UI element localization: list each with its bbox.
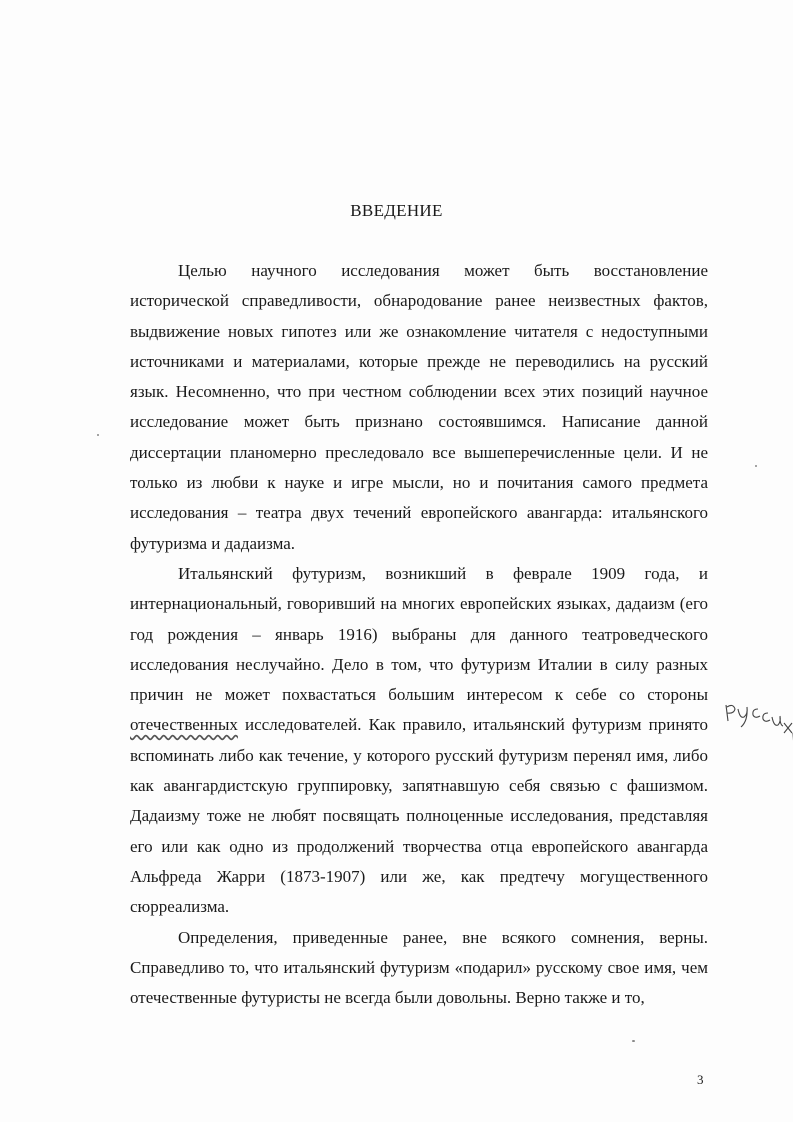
paragraph-2 bbox=[130, 559, 708, 923]
body-text bbox=[130, 256, 708, 1013]
paragraph-1: Целью научного исследования может быть восстановление исторической справедливости, обнародование ранее неизвестных фактов, выдвижение новых гипотез или же ознакомление читателя с недоступными источниками и материалами, которые прежде не переводились на русский язык. Несомненно, что при честном соблюдении всех этих позиций научное исследование может быть признано состоявшимся. Написание данной диссертации планомерно преследовало все вышеперечисленные цели. И не только из любви к науке и игре мысли, но и почитания самого предмета исследования – театра двух течений европейского авангарда: итальянского футуризма и дадаизма. bbox=[130, 261, 708, 553]
scan-speck bbox=[755, 465, 757, 467]
paragraph-2-part-1: Итальянский футуризм, возникший в феврале 1909 года, и интернациональный, говоривший на многих европейских языках, дадаизм (его год рождения – январь 1916) выбраны для данного театроведческого исследования неслучайно. Дело в том, что футуризм Италии в силу разных причин не может похвастаться большим интересом к себе со стороны bbox=[130, 563, 708, 705]
handwritten-margin-note bbox=[722, 693, 793, 753]
scan-speck bbox=[97, 434, 99, 436]
scan-speck bbox=[632, 1040, 635, 1042]
paragraph-2-part-2: исследователей. Как правило, итальянский футуризм принято вспоминать либо как течение, у которого русский футуризм перенял имя, либо как авангардистскую группировку, запятнавшую себя связью с фашизмом. Дадаизму тоже не любят посвящать полноценные исследования, представляя его или как одно из продолжений творчества отца европейского авангарда Альфреда Жарри (1873-1907) или же, как предтечу могущественного сюрреализма. bbox=[130, 715, 708, 917]
page-number: 3 bbox=[697, 1072, 704, 1087]
paragraph-3: Определения, приведенные ранее, вне всякого сомнения, верны. Справедливо то, что итальянский футуризм «подарил» русскому свое имя, чем отечественные футуристы не всегда были довольны. Верно также и то, bbox=[130, 927, 708, 1008]
page-title: ВВЕДЕНИЕ bbox=[350, 201, 443, 220]
underlined-word: отечественных bbox=[130, 715, 238, 735]
